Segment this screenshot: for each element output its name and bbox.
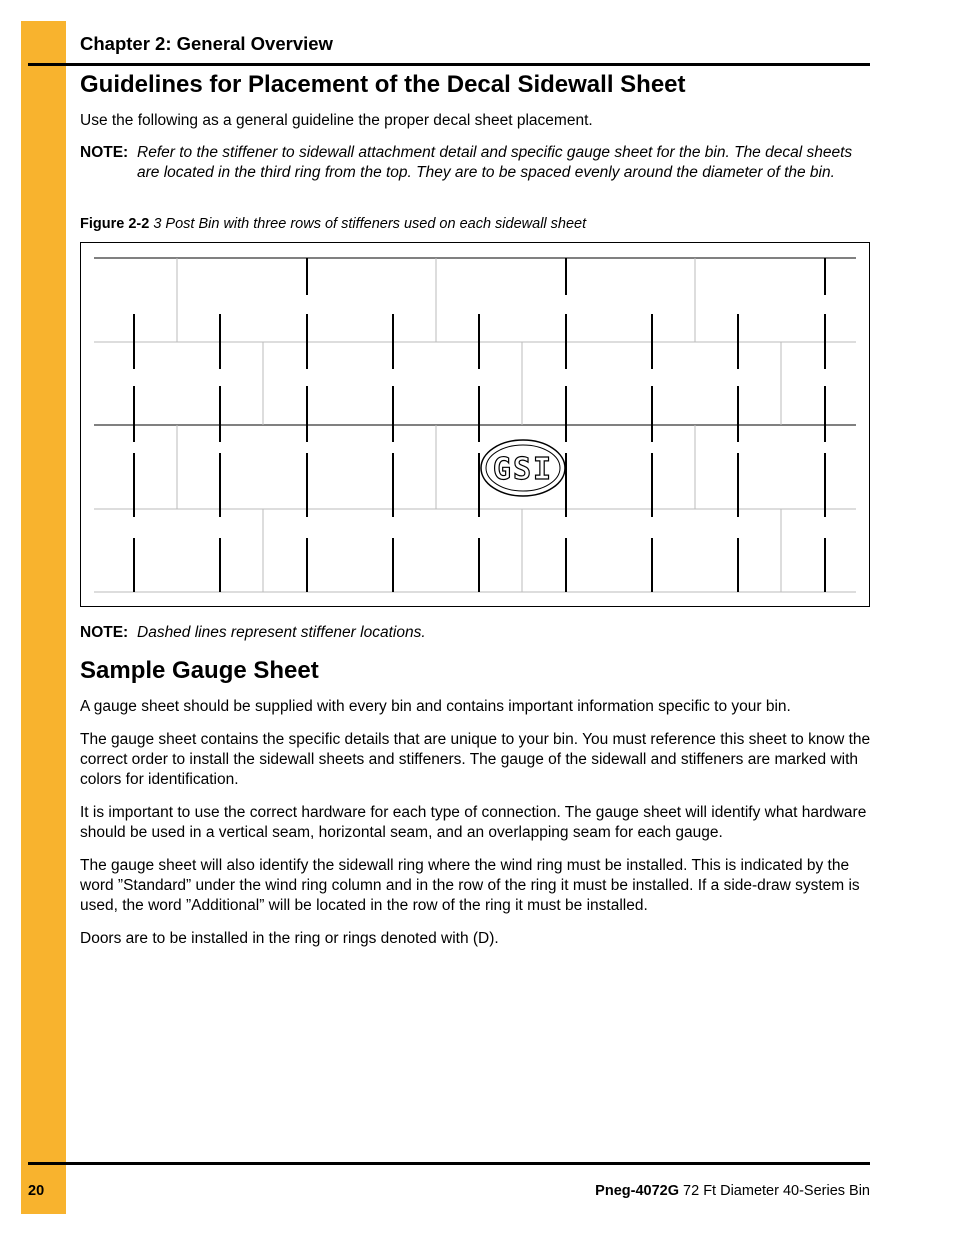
sidewall-sheet-diagram (80, 242, 870, 607)
figure-note-text: Dashed lines represent stiffener locations. (137, 624, 426, 641)
note-label: NOTE: (80, 144, 129, 161)
figure-note (80, 623, 872, 643)
section-title-sample-gauge-sheet: Sample Gauge Sheet (80, 657, 319, 684)
placement-note (80, 143, 872, 183)
gauge-paragraph-5: Doors are to be installed in the ring or rings denoted with (D). (80, 930, 499, 947)
header-rule (28, 63, 870, 66)
chapter-header: Chapter 2: General Overview (80, 33, 333, 54)
gsi-logo (481, 440, 565, 496)
gsi-logo-text: GSI (492, 452, 554, 487)
gauge-paragraph-3: It is important to use the correct hardware for each type of connection. The gauge sheet will identify what hardware should be used in a vertical seam, horizontal seam, and an overlapping seam for each gauge. (80, 804, 867, 841)
figure-note-label: NOTE: (80, 624, 129, 641)
gauge-paragraph-4: The gauge sheet will also identify the sidewall ring where the wind ring must be installed. This is indicated by the word ”Standard” under the wind ring column and in the row of the ring it must be installed. If a side-draw system is used, the word ”Additional” will be located in the row of the ring it must be installed. (80, 857, 860, 914)
note-text: Refer to the stiffener to sidewall attachment detail and specific gauge sheet for the bin. The decal sheets are located in the third ring from the top. They are to be spaced evenly around the diameter of the bin. (137, 144, 853, 181)
gauge-paragraph-1: A gauge sheet should be supplied with every bin and contains important information specific to your bin. (80, 698, 791, 715)
page-number: 20 (28, 1183, 45, 1199)
gauge-paragraph-2: The gauge sheet contains the specific details that are unique to your bin. You must reference this sheet to know the correct order to install the sidewall sheets and stiffeners. The gauge of the sidewall and stiffeners are marked with colors for identification. (80, 731, 871, 788)
document-code: Pneg-4072G (595, 1183, 679, 1199)
document-title: 72 Ft Diameter 40-Series Bin (683, 1183, 870, 1199)
footer-rule (28, 1162, 870, 1165)
figure-label: Figure 2-2 (80, 216, 150, 232)
figure-caption (80, 216, 586, 232)
document-id (595, 1183, 870, 1199)
figure-caption-text: 3 Post Bin with three rows of stiffeners used on each sidewall sheet (153, 216, 587, 232)
intro-paragraph: Use the following as a general guideline the proper decal sheet placement. (80, 112, 593, 129)
section-title-guidelines: Guidelines for Placement of the Decal Sidewall Sheet (80, 71, 686, 98)
accent-side-bar (21, 21, 66, 1214)
